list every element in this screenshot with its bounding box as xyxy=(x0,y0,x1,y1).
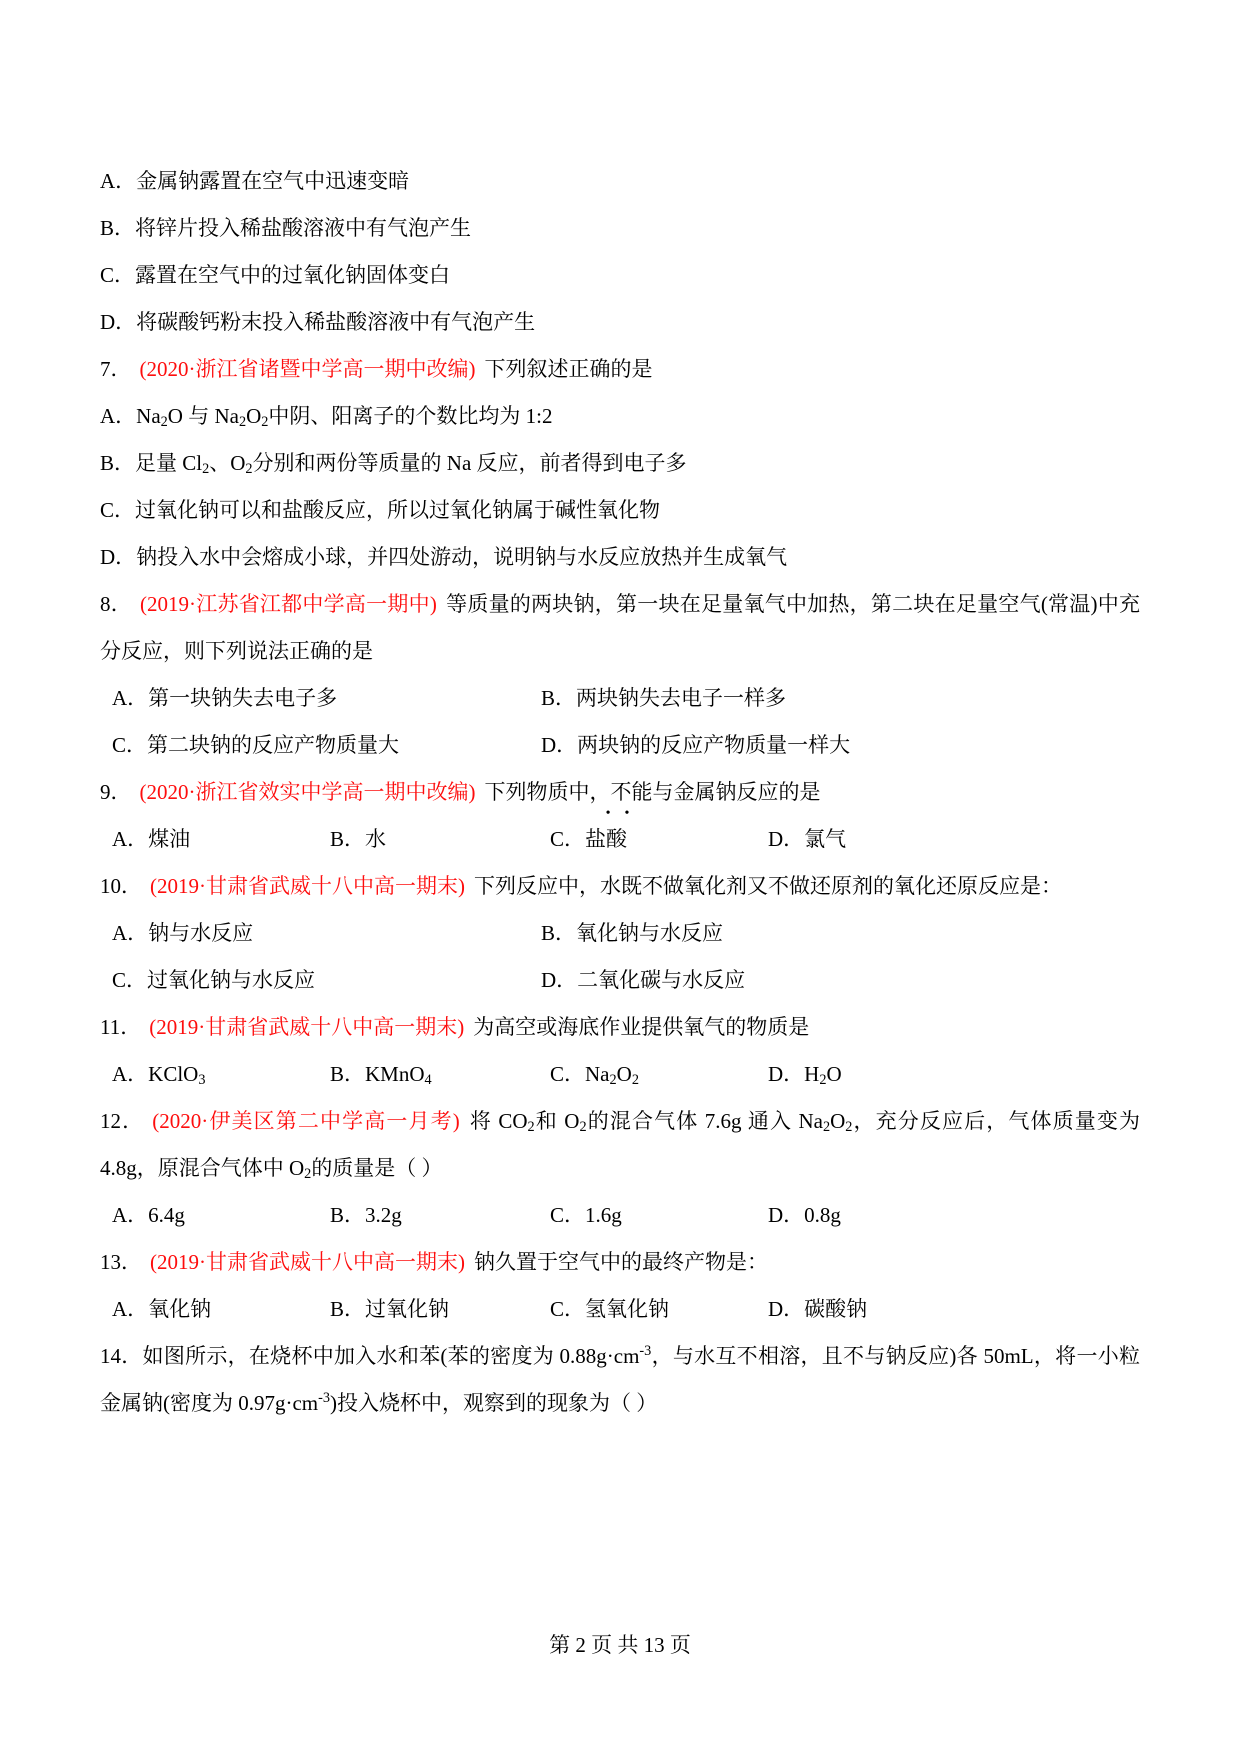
question-7 xyxy=(100,346,1140,393)
q10-option-c: C．过氧化钠与水反应 xyxy=(112,968,316,992)
q8-option-a: A．第一块钠失去电子多 xyxy=(112,686,338,710)
question-10 xyxy=(100,863,1140,910)
q9-options-row xyxy=(100,816,1140,863)
q7-option-b: B．足量 $Cl_2$、$O_2$分别和两份等质量的 Na 反应，前者得到电子多 xyxy=(100,451,687,478)
q11-option-c: C．$Na_2O_2$ xyxy=(550,1062,639,1089)
question-13-stem: 钠久置于空气中的最终产物是： xyxy=(473,1250,768,1274)
q6-option-b: B．将锌片投入稀盐酸溶液中有气泡产生 xyxy=(100,216,472,240)
q10-options-row-1 xyxy=(100,910,1140,957)
question-8-source: (2019·江苏省江都中学高一期中) xyxy=(139,592,437,616)
q8-options-row-1 xyxy=(100,675,1140,722)
question-10-source: (2019·甘肃省武威十八中高一期末) xyxy=(150,874,465,898)
question-12-number: 12． xyxy=(100,1109,145,1133)
question-14 xyxy=(100,1333,1140,1427)
q12-options-row xyxy=(100,1192,1140,1239)
question-11 xyxy=(100,1004,1140,1051)
question-10-stem: 下列反应中，水既不做氧化剂又不做还原剂的氧化还原反应是： xyxy=(473,874,1062,898)
q11-option-a: A．KClO$_3$ xyxy=(112,1062,206,1089)
question-12-source: (2020·伊美区第二中学高一月考) xyxy=(152,1109,460,1133)
question-13-number: 13． xyxy=(100,1250,142,1274)
q11-option-b: B．KMnO$_4$ xyxy=(330,1062,432,1089)
q10-options-row-2 xyxy=(100,957,1140,1004)
question-7-number: 7． xyxy=(100,357,132,381)
q13-option-b: B．过氧化钠 xyxy=(330,1297,450,1321)
q7-option-a: A．$Na_2O$ 与 $Na_2O_2$中阴、阳离子的个数比均为 1:2 xyxy=(100,404,553,431)
q6-option-d: D．将碳酸钙粉末投入稀盐酸溶液中有气泡产生 xyxy=(100,310,536,334)
q13-option-d: D．碳酸钠 xyxy=(768,1297,868,1321)
q8-option-c: C．第二块钠的反应产物质量大 xyxy=(112,733,400,757)
q10-option-b: B．氧化钠与水反应 xyxy=(541,921,724,945)
question-13 xyxy=(100,1239,1140,1286)
page-number-footer: 第 2 页 共 13 页 xyxy=(549,1633,691,1657)
q13-option-a: A．氧化钠 xyxy=(112,1297,212,1321)
q6-option-a: A．金属钠露置在空气中迅速变暗 xyxy=(100,169,410,193)
question-9-stem-post: 与金属钠反应的是 xyxy=(652,780,821,804)
q12-option-c: C．1.6g xyxy=(550,1203,622,1227)
question-9-stem-pre: 下列物质中， xyxy=(484,780,611,804)
q12-option-d: D．0.8g xyxy=(768,1203,841,1227)
q12-option-b: B．3.2g xyxy=(330,1203,402,1227)
question-10-number: 10． xyxy=(100,874,142,898)
question-12 xyxy=(100,1098,1140,1192)
question-11-stem: 为高空或海底作业提供氧气的物质是 xyxy=(473,1015,810,1039)
q7-option-c: C．过氧化钠可以和盐酸反应，所以过氧化钠属于碱性氧化物 xyxy=(100,498,661,522)
page-content xyxy=(100,158,1140,1427)
question-8-stem: 等质量的两块钠，第一块在足量氧气中加热，第二块在足量空气(常温)中充分反应，则下列说法正确的是 xyxy=(100,592,1141,663)
question-14-number: 14． xyxy=(100,1344,143,1368)
q6-option-c: C．露置在空气中的过氧化钠固体变白 xyxy=(100,263,451,287)
question-9-source: (2020·浙江省效实中学高一期中改编) xyxy=(139,780,476,804)
q8-option-d: D．两块钠的反应产物质量一样大 xyxy=(541,733,851,757)
q10-option-d: D．二氧化碳与水反应 xyxy=(541,968,746,992)
question-13-source: (2019·甘肃省武威十八中高一期末) xyxy=(150,1250,465,1274)
question-12-stem: 将 $CO_2$和 $O_2$的混合气体 7.6g 通入 $Na_2O_2$，充分反应后，气体质量变为 4.8g，原混合气体中 $O_2$的质量是（ ） xyxy=(100,1109,1140,1183)
question-11-number: 11． xyxy=(100,1015,142,1039)
question-14-stem: 如图所示，在烧杯中加入水和苯(苯的密度为 $0.88g\cdot cm^{-3}$，与水互不相溶，且不与钠反应)各 50mL，将一小粒金属钠(密度为 $0.97g\cdot cm^{-3}$)投入烧杯中，观察到的现象为（ ） xyxy=(100,1343,1140,1415)
q11-options-row xyxy=(100,1051,1140,1098)
q10-option-a: A．钠与水反应 xyxy=(112,921,254,945)
q8-options-row-2 xyxy=(100,722,1140,769)
q9-option-d: D．氯气 xyxy=(768,827,847,851)
question-8-number: 8． xyxy=(100,592,132,616)
q7-option-d: D．钠投入水中会熔成小球，并四处游动，说明钠与水反应放热并生成氧气 xyxy=(100,545,788,569)
question-7-source: (2020·浙江省诸暨中学高一期中改编) xyxy=(139,357,476,381)
question-7-stem: 下列叙述正确的是 xyxy=(484,357,653,381)
question-9 xyxy=(100,769,1140,816)
question-11-source: (2019·甘肃省武威十八中高一期末) xyxy=(149,1015,465,1039)
q13-options-row xyxy=(100,1286,1140,1333)
question-8 xyxy=(100,581,1140,675)
q9-option-a: A．煤油 xyxy=(112,827,191,851)
question-9-stem-emphasis: 不能 •• xyxy=(610,780,652,804)
q8-option-b: B．两块钠失去电子一样多 xyxy=(541,686,787,710)
q9-option-c: C．盐酸 xyxy=(550,827,628,851)
q13-option-c: C．氢氧化钠 xyxy=(550,1297,670,1321)
q11-option-d: D．$H_2O$ xyxy=(768,1062,842,1089)
q12-option-a: A．6.4g xyxy=(112,1203,185,1227)
question-9-number: 9． xyxy=(100,780,132,804)
q9-option-b: B．水 xyxy=(330,827,387,851)
